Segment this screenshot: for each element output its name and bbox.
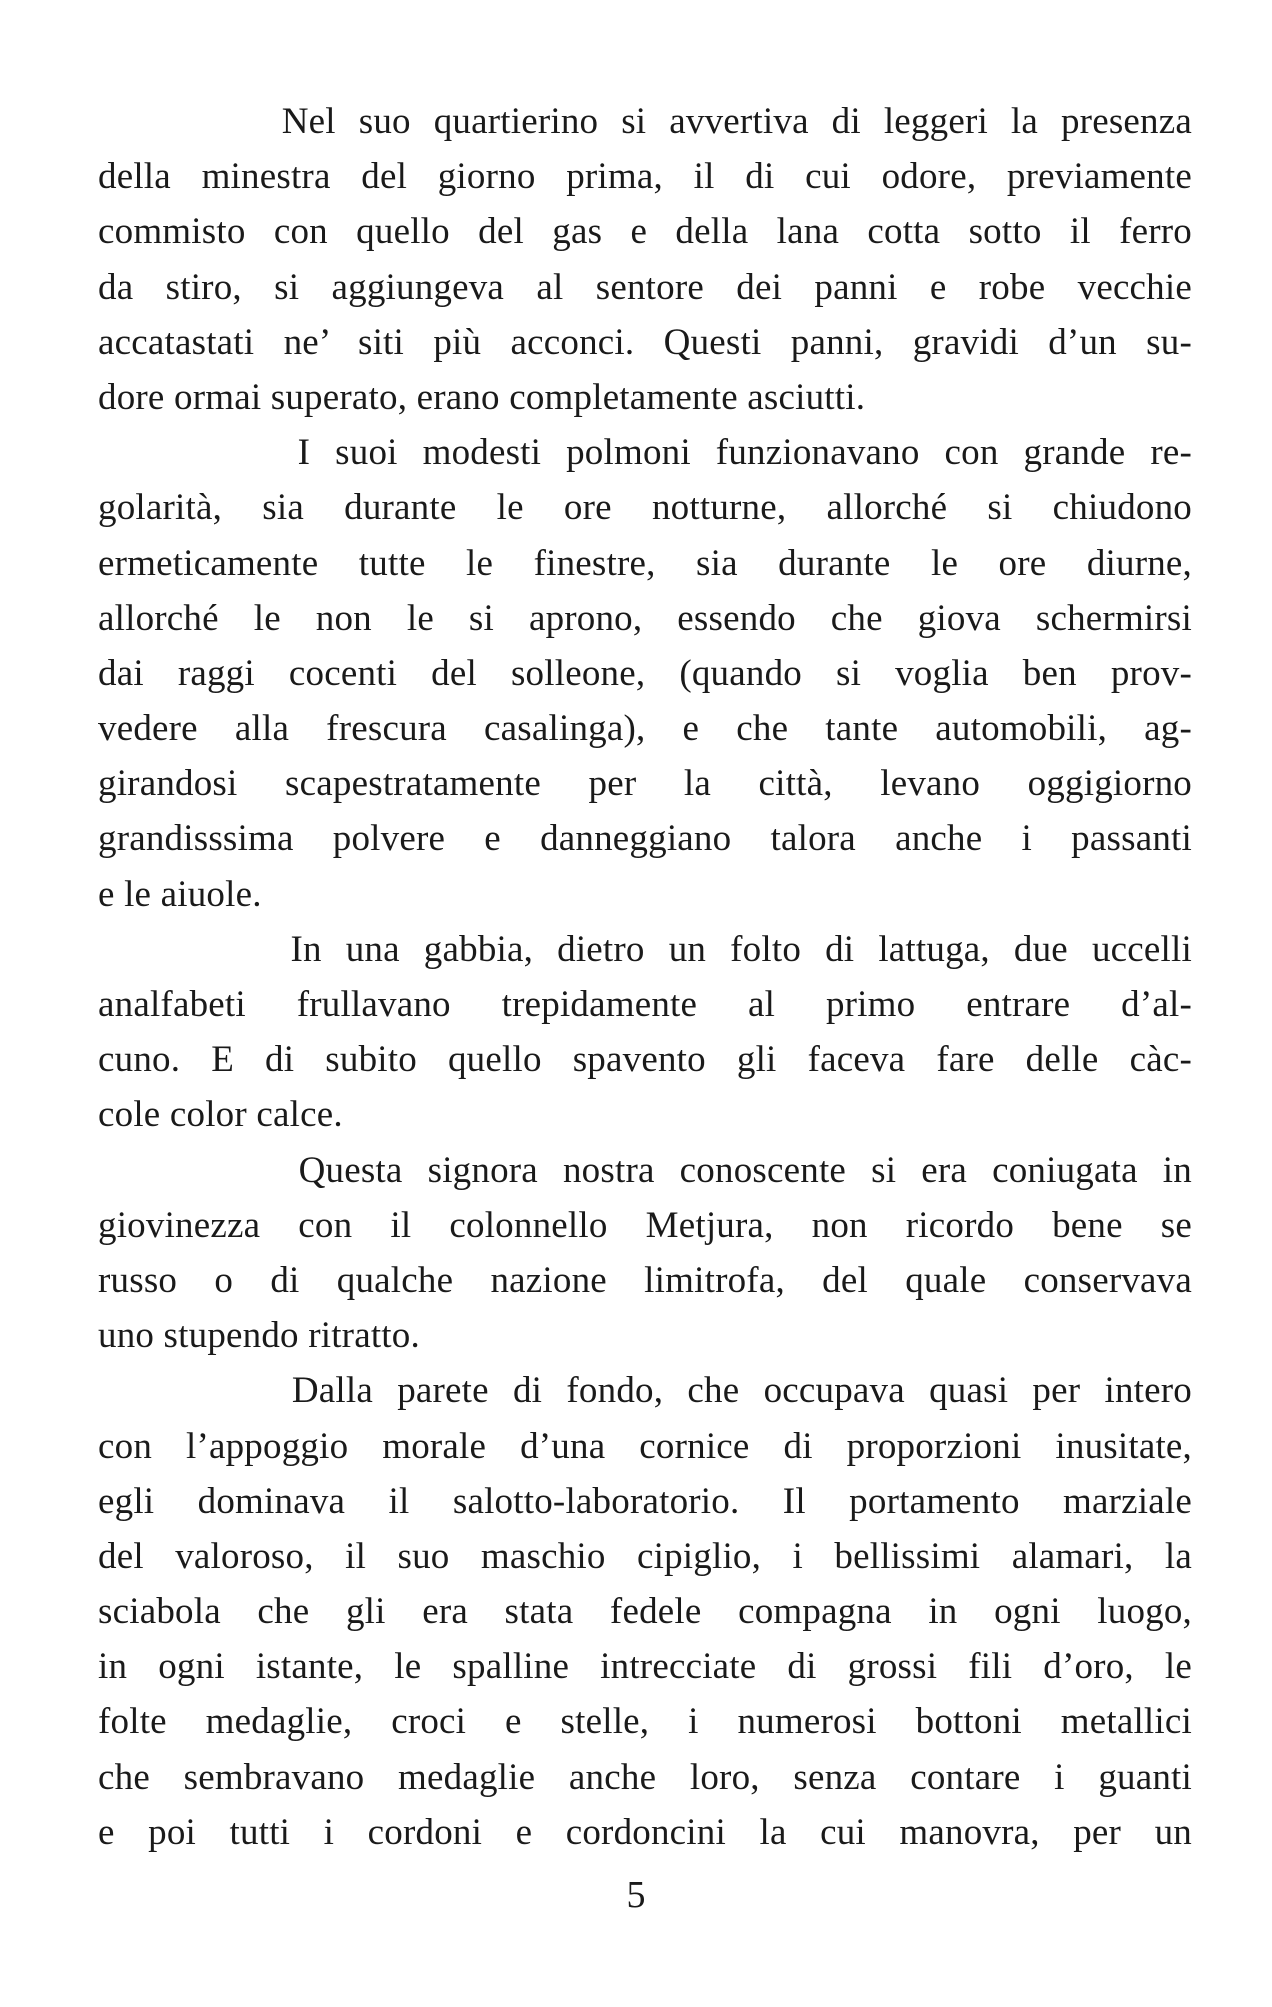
paragraph-5	[98, 1363, 1192, 1860]
text-line: allorché le non le si aprono, essendo che giova schermirsi	[98, 597, 1192, 639]
text-line: cole color calce.	[98, 1094, 343, 1136]
text-line: in ogni istante, le spalline intrecciate di grossi fili d’oro, le	[98, 1646, 1192, 1688]
text-line: vedere alla frescura casalinga), e che tante automobili, ag-	[98, 708, 1192, 750]
text-line: In una gabbia, dietro un folto di lattuga, due uccelli	[98, 928, 1192, 970]
text-line: sciabola che gli era stata fedele compagna in ogni luogo,	[98, 1591, 1192, 1633]
text-line: grandisssima polvere e danneggiano talora anche i passanti	[98, 818, 1192, 860]
text-line: accatastati ne’ siti più acconci. Questi panni, gravidi d’un su-	[98, 321, 1192, 363]
text-line: Questa signora nostra conoscente si era coniugata in	[98, 1149, 1192, 1191]
text-line: analfabeti frullavano trepidamente al primo entrare d’al-	[98, 984, 1192, 1025]
text-line: con l’appoggio morale d’una cornice di proporzioni inusitate,	[98, 1425, 1192, 1467]
text-line: Nel suo quartierino si avvertiva di leggeri la presenza	[98, 101, 1192, 142]
text-line: del valoroso, il suo maschio cipiglio, i bellissimi alamari, la	[98, 1535, 1192, 1577]
text-line: uno stupendo ritratto.	[98, 1315, 420, 1357]
text-line: commisto con quello del gas e della lana cotta sotto il ferro	[98, 211, 1192, 253]
text-line: ermeticamente tutte le finestre, sia durante le ore diurne,	[98, 542, 1192, 584]
text-line: da stiro, si aggiungeva al sentore dei panni e robe vecchie	[98, 266, 1192, 308]
text-line: della minestra del giorno prima, il di cui odore, previamente	[98, 156, 1192, 198]
text-line: dore ormai superato, erano completamente asciutti.	[98, 376, 866, 418]
paragraph-2	[98, 425, 1192, 922]
text-line: Dalla parete di fondo, che occupava quasi per intero	[98, 1370, 1192, 1412]
text-line: girandosi scapestratamente per la città, levano oggigiorno	[98, 763, 1192, 805]
text-line: egli dominava il salotto-laboratorio. Il portamento marziale	[98, 1480, 1192, 1522]
text-line: golarità, sia durante le ore notturne, allorché si chiudono	[98, 487, 1192, 529]
text-line: che sembravano medaglie anche loro, senza contare i guanti	[98, 1756, 1192, 1798]
text-line: e poi tutti i cordoni e cordoncini la cui manovra, per un	[98, 1811, 1192, 1853]
body-text	[98, 94, 1192, 1860]
paragraph-3	[98, 922, 1192, 1143]
paragraph-1	[98, 94, 1192, 425]
page-number: 5	[626, 1874, 646, 1916]
text-line: e le aiuole.	[98, 873, 262, 915]
paragraph-4	[98, 1143, 1192, 1364]
text-line: dai raggi cocenti del solleone, (quando si voglia ben prov-	[98, 652, 1192, 694]
text-line: I suoi modesti polmoni funzionavano con grande re-	[98, 432, 1192, 474]
text-line: cuno. E di subito quello spavento gli faceva fare delle càc-	[98, 1039, 1192, 1081]
text-line: russo o di qualche nazione limitrofa, del quale conservava	[98, 1259, 1192, 1301]
text-line: folte medaglie, croci e stelle, i numerosi bottoni metallici	[98, 1701, 1192, 1743]
text-line: giovinezza con il colonnello Metjura, non ricordo bene se	[98, 1204, 1192, 1246]
